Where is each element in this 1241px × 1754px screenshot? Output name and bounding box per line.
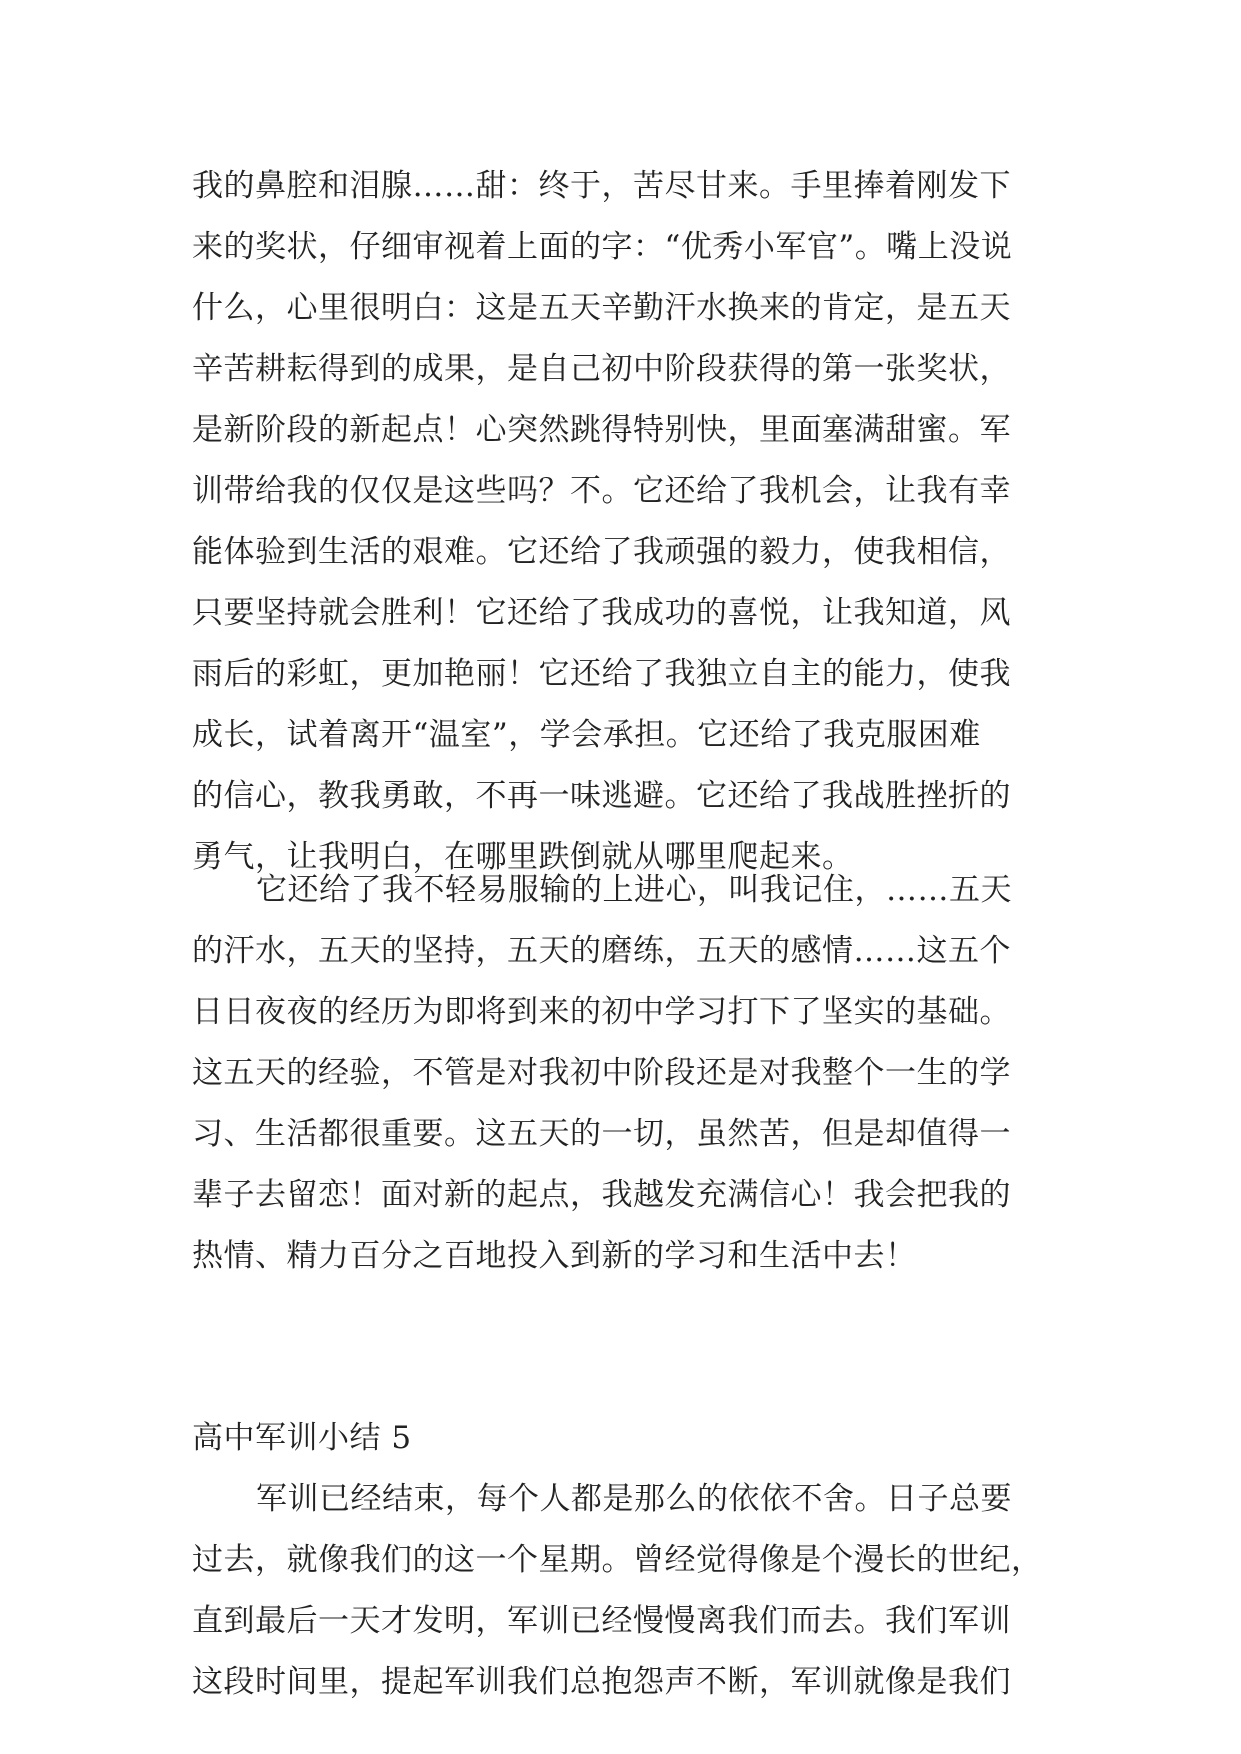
paragraph-line: 习、生活都很重要。这五天的一切，虽然苦，但是却值得一	[192, 1116, 1011, 1152]
paragraph-line: 什么，心里很明白：这是五天辛勤汗水换来的肯定，是五天	[192, 290, 1011, 326]
paragraph-line: 军训已经结束，每个人都是那么的依依不舍。日子总要	[256, 1481, 1012, 1517]
paragraph-line: 过去，就像我们的这一个星期。曾经觉得像是个漫长的世纪，	[192, 1542, 1043, 1578]
paragraph-line: 辈子去留恋！面对新的起点，我越发充满信心！我会把我的	[192, 1177, 1011, 1213]
heading-text: 高中军训小结 5	[192, 1420, 412, 1456]
paragraph-line: 直到最后一天才发明，军训已经慢慢离我们而去。我们军训	[192, 1603, 1011, 1639]
paragraph-line: 来的奖状，仔细审视着上面的字：“优秀小军官”。嘴上没说	[192, 229, 1013, 265]
paragraph-line: 训带给我的仅仅是这些吗？不。它还给了我机会，让我有幸	[192, 473, 1011, 509]
paragraph-line: 是新阶段的新起点！心突然跳得特别快，里面塞满甜蜜。军	[192, 412, 1011, 448]
paragraph-line: 这五天的经验，不管是对我初中阶段还是对我整个一生的学	[192, 1055, 1011, 1091]
paragraph-2	[192, 860, 1052, 1287]
paragraph-1	[192, 156, 1052, 888]
paragraph-line: 只要坚持就会胜利！它还给了我成功的喜悦，让我知道，风	[192, 595, 1011, 631]
paragraph-3	[192, 1469, 1052, 1713]
paragraph-line: 辛苦耕耘得到的成果，是自己初中阶段获得的第一张奖状，	[192, 351, 1011, 387]
paragraph-line: 的汗水，五天的坚持，五天的磨练，五天的感情……这五个	[192, 933, 1011, 969]
paragraph-line: 的信心，教我勇敢，不再一味逃避。它还给了我战胜挫折的	[192, 778, 1011, 814]
paragraph-line: 我的鼻腔和泪腺……甜：终于，苦尽甘来。手里捧着刚发下	[192, 168, 1011, 204]
paragraph-line: 成长，试着离开“温室”，学会承担。它还给了我克服困难	[192, 717, 981, 753]
paragraph-line: 热情、精力百分之百地投入到新的学习和生活中去！	[192, 1238, 917, 1274]
paragraph-line: 雨后的彩虹，更加艳丽！它还给了我独立自主的能力，使我	[192, 656, 1011, 692]
paragraph-line: 能体验到生活的艰难。它还给了我顽强的毅力，使我相信，	[192, 534, 1011, 570]
section-heading	[192, 1408, 1052, 1469]
paragraph-line: 勇气，让我明白，在哪里跌倒就从哪里爬起来。	[192, 839, 854, 875]
paragraph-line: 它还给了我不轻易服输的上进心，叫我记住，……五天	[256, 872, 1012, 908]
paragraph-line: 日日夜夜的经历为即将到来的初中学习打下了坚实的基础。	[192, 994, 1011, 1030]
paragraph-line: 这段时间里，提起军训我们总抱怨声不断，军训就像是我们	[192, 1664, 1011, 1700]
